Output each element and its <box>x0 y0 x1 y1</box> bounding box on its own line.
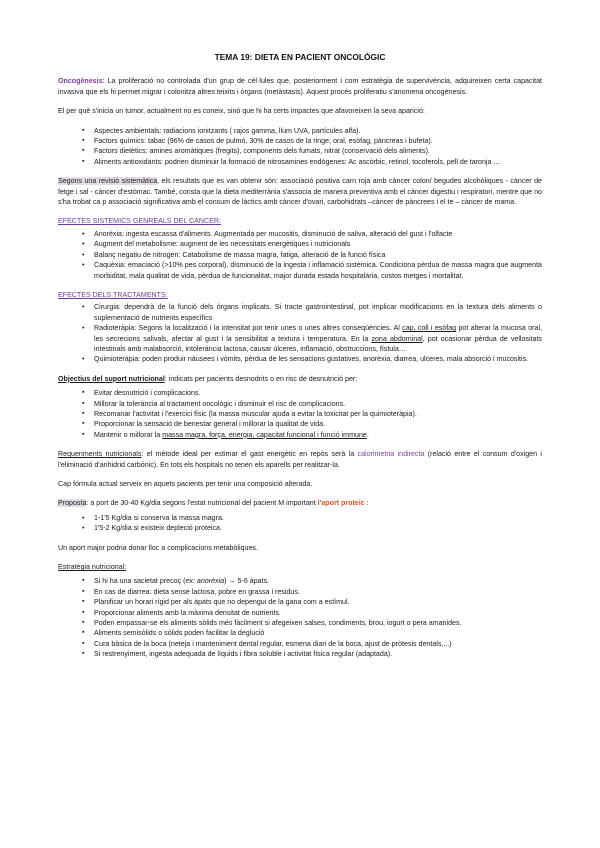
proposal-paragraph: Proposta: a port de 30-40 Kg/dia segons l'estat nutricional del pacient M important l'aport proteic : <box>58 499 369 508</box>
calorimetry-term: calorimetria indirecta <box>357 450 425 459</box>
list-item: • Balanç negatiu de nitrogen: Catabolisme de massa magra, fatiga, alteració de la funció física <box>94 250 542 260</box>
treatment-list <box>58 302 542 364</box>
list-item: ▪ Aspectes ambientals: radiacions ionitzants ( rajos gamma, llum UVA, partícules alfa). <box>94 126 542 136</box>
list-item: • 1'5-2 Kg/dia si existeix depleció proteica. <box>94 523 542 533</box>
why-paragraph: El per què s'inicia un tumor, actualment no es coneix, sinó que hi ha certs impactes que afavoreixen la seva aparició: <box>58 107 425 116</box>
list-item: ▪ En cas de diarrea: dieta sense lactosa, pobre en grassa i residus. <box>94 587 542 597</box>
objectives-list <box>58 388 542 440</box>
list-item: ▪ Poden empassar-se els aliments sòlids més fàcilment si afegeixen salses, condiments, brou, iogurt o pera amanides. <box>94 618 542 628</box>
intro-term: Oncogènesis <box>58 77 103 86</box>
list-item: • 1-1'5 Kg/dia si conserva la massa magra. <box>94 513 542 523</box>
strategy-heading: Estratègia nutricional: <box>58 563 127 572</box>
list-item: ▪ Millorar la tolerància al tractament oncològic i disminuir el risc de complicacions. <box>94 399 542 409</box>
requirements-paragraph: Requeriments nutricionals: el mètode ideal per estimar el gast energètic en repòs serà la calorimetria indirecta (relació entre el consum d'oxigen i l'eliminació d'anhidrid carbònic). En tots els hospitals no tenen els aparells per realitzar-la. <box>58 450 542 469</box>
list-item: ▪ Mantenir o millorar la massa magra, força, energia, capacitat funcional i funció immune. <box>94 430 542 440</box>
list-item: ▪ Factors químics: tabac (96% de casos de pulmó, 30% de casos de la ringe, oral, esòfag, pàncreas i bufeta). <box>94 136 542 146</box>
list-item: • Caquèxia: emaciació (>10% pes corporal), disminució de la ingesta i inflamació sistèmica. Condiciona pèrdua de massa magra que augmenta morbiditat, mala qualitat de vida, pèrdua de funcionalitat, major durada estada hospitalària, costos metges i mortalitat. <box>94 260 542 281</box>
list-item: • Quimioteràpia: poden produir nàusees i vòmits, pèrdua de les sensacions gustatives, anorèxia, diarrea, ulceres, mala absorció i mucositis. <box>94 354 542 364</box>
protein-term: l'aport proteic <box>317 499 365 508</box>
list-item: ▪ Evitar desnutrició i complicacions. <box>94 388 542 398</box>
list-item: ▪ Factors dietètics: amines aromàtiques (fregits), components dels fumats, nitrat (conservació dels aliments). <box>94 146 542 156</box>
list-item: ▪ Recomanar l'activitat i l'exercici físic (la massa muscular ajuda a evitar la toxicitat per la quimioteràpia). <box>94 409 542 419</box>
factors-list <box>58 126 542 168</box>
requirements-lead: Requeriments nutricionals <box>58 450 142 459</box>
list-item-radiotherapy: • Radioteràpia: Segons la localització i la intensitat pot tenir unes o unes altres conseqüències. Al cap, coll i esòfag pot alterar la mucosa oral, les secrecions salivals, afectar al gust i la sensibilitat a textura i temperatura. En la zona abdominal, pot ocasionar pèrdua de vellositats intestinals amb malabsorció, intolerància lactosa, causar úlceres, inflamació, obstruccions, fístula… <box>94 323 542 354</box>
list-item: ▪ Planificar un horari rígid per als àpats que no depengui de la gana com a estímul. <box>94 597 542 607</box>
review-lead: Segons una revisió sistemàtica <box>58 177 158 186</box>
list-item: • Cirurgia: dependrà de la funció dels òrgans implicats. Si tracte gastrointestinal, pot implicar modificacions en la textura dels aliments o suplementació de nutrients específics <box>94 302 542 323</box>
treatment-heading: EFECTES DELS TRACTAMENTS: <box>58 290 168 299</box>
objectives-heading: Objectius del suport nutricional <box>58 374 165 383</box>
systemic-list <box>58 229 542 281</box>
list-item: ▪ Aliments semisòlids o sòlids poden facilitar la deglució <box>94 628 542 638</box>
list-item: ▪ Aliments antioxidants: podrien disminuir la formació de nitrosamines endògenes: Ac ascòrbic, retinol, tocoferols, pell de taronja ... <box>94 157 542 167</box>
review-text: , els resultats que es van obtenir són: associació positiva carn roja amb càncer colon/ begudes alcohòliques - càncer de fetge i sal - càncer d'estòmac. També, consta que la dieta mediterrània s'associa de manera preventiva amb el càncer digestiu i respiratori, mentre que no s'ha trobat ca p associació significativa amb el consum de làctics amb càncer d'ovari, carbohidrats –càncer de pàncrees i el te – càncer de mama. <box>58 177 542 207</box>
proposal-list <box>58 513 542 534</box>
extra-paragraph: Un aport major podria donar lloc a complicacions metabòliques. <box>58 543 258 552</box>
review-paragraph <box>58 176 542 207</box>
objectives-intro: Objectius del suport nutricional: indicats per pacients desnodrits o en risc de desnutrició per: <box>58 374 358 383</box>
list-item: ▪ Proporcionar aliments amb la màxima densitat de nutrients. <box>94 608 542 618</box>
list-item: ▪ Proporcionar la sensació de benestar general i millorar la qualitat de vida. <box>94 419 542 429</box>
list-item: • Augment del metabolisme: augment de les necessitats energètiques i nutricionals <box>94 239 542 249</box>
list-item: ▪ Si restrenyiment, ingesta adequada de líquids i fibra soluble i activitat física regular (adaptada). <box>94 649 542 659</box>
formula-paragraph: Cap fórmula actual serveix en aquets pacients per tenir una composició alterada. <box>58 480 313 488</box>
systemic-heading: EFECTES SISTEMICS GENREALS DEL CANCER: <box>58 217 221 226</box>
intro-text: : La proliferació no controlada d'un grup de cèl·lules que, posteriorment i com estratègia de supervivència, adquireixen certa capacitat invasiva que els hi permet migrar i colonitza altres teixits i òrgans (metàstasis). Aquest procés proliferatiu s'anomena oncogènesis. <box>58 77 542 96</box>
strategy-list <box>58 576 542 659</box>
list-item: ▪ Si hi ha una sacietat precoç (ex: anorèxia) → 5-6 àpats. <box>94 576 542 586</box>
proposal-lead: Proposta <box>58 499 87 508</box>
intro-paragraph <box>58 76 542 97</box>
list-item: • Anorèxia: ingesta escassa d'aliments. Augmentada per mucositis, disminució de saliva, alteració del gust i l'olfacte <box>94 229 542 239</box>
list-item: ▪ Cura bàsica de la boca (neteja i manteniment dental regular, esmena diari de la boca, ajust de pròtesis dentals,...) <box>94 639 542 649</box>
page-title: TEMA 19: DIETA EN PACIENT ONCOLÒGIC <box>214 52 386 62</box>
